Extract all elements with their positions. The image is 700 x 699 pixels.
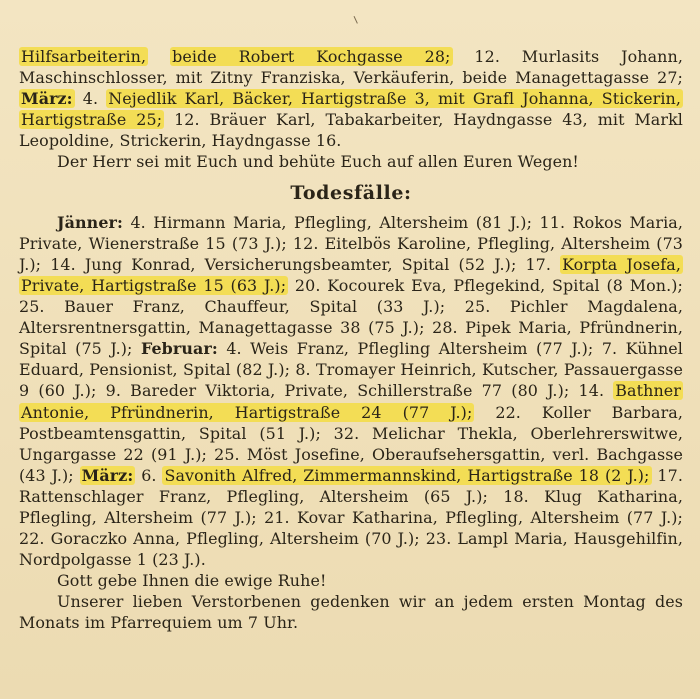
pencil-tick-mark	[354, 14, 362, 23]
text-run: 22. Koller Barbara, Postbeamtensgattin, Spital (51 J.); 32. Melichar Thekla, Oberlehrerswitwe, Ungargasse 22 (91 J.); 25. Möst Josefine, Oberaufsehersgattin, verl. Bachgasse (43 J.);	[19, 402, 683, 485]
text-run: 4. Weis Franz, Pflegling Altersheim (77 J.); 7. Kühnel Eduard, Pensionist, Spital (82 J.); 8. Tromayer Heinrich, Kutscher, Passauergasse 9 (60 J.); 9. Bareder Viktoria, Private, Schillerstraße 77 (80 J.); 14.	[19, 339, 683, 401]
highlighted-text: März:	[21, 89, 73, 109]
text-run	[148, 47, 170, 66]
text-run: 17. Rattenschlager Franz, Pflegling, Altersheim (65 J.); 18. Klug Katharina, Pflegling, Altersheim (77 J.); 21. Kovar Katharina, Pflegling, Altersheim (77 J.); 22. Goraczko Anna, Pflegling, Altersheim (70 J.); 23. Lampl Maria, Hausgehilfin, Nordpolgasse 1 (23 J.).	[19, 465, 683, 570]
page-text	[19, 46, 683, 634]
marriages-continued-paragraph	[19, 46, 683, 151]
highlighted-text: beide Robert Kochgasse 28;	[172, 47, 451, 66]
text-run: 6.	[135, 465, 163, 485]
highlighted-text: Savonith Alfred, Zimmermannskind, Hartigstraße 18 (2 J.);	[164, 465, 650, 485]
highlighted-text: Bathner Antonie, Pfründnerin, Hartigstraße 24 (77 J.);	[21, 381, 681, 422]
deaths-paragraph	[19, 212, 683, 571]
text-run: 20. Kocourek Eva, Pflegekind, Spital (8 Mon.); 25. Bauer Franz, Chauffeur, Spital (33 J.); 25. Pichler Magdalena, Altersrentnersgattin, Managettagasse 38 (75 J.); 28. Pipek Maria, Pfründnerin, Spital (75 J.);	[19, 275, 683, 359]
text-run: 12. Bräuer Karl, Tabakarbeiter, Haydngasse 43, mit Markl Leopoldine, Strickerin, Haydngasse 16.	[19, 110, 683, 151]
blessing-line-1: Der Herr sei mit Euch und behüte Euch auf allen Euren Wegen!	[57, 152, 579, 172]
highlighted-text: Nejedlik Karl, Bäcker, Hartigstraße 3, mit Grafl Johanna, Stickerin, Hartigstraße 25;	[21, 89, 681, 130]
text-run: Jänner:	[57, 212, 123, 232]
blessing-line-2: Gott gebe Ihnen die ewige Ruhe!	[57, 571, 327, 591]
text-run: 4. Hirmann Maria, Pflegling, Altersheim (81 J.); 11. Rokos Maria, Private, Wienerstraße 15 (73 J.); 12. Eitelbös Karoline, Pflegling, Altersheim (73 J.); 14. Jung Konrad, Versicherungsbeamter, Spital (52 J.); 17.	[19, 212, 683, 274]
highlighted-text: Korpta Josefa, Private, Hartigstraße 15 (63 J.);	[21, 254, 681, 295]
highlighted-text: Hilfsarbeiterin,	[21, 47, 147, 66]
highlighted-text: März:	[81, 465, 134, 485]
text-run: Februar:	[140, 339, 218, 359]
text-run: 4.	[74, 89, 107, 109]
closing-paragraph: Unserer lieben Verstorbenen gedenken wir an jedem ersten Montag des Monats im Pfarrequiem um 7 Uhr.	[19, 592, 683, 633]
section-heading-deaths: Todesfälle:	[290, 181, 412, 204]
text-run: 12. Murlasits Johann, Maschinschlosser, mit Zitny Franziska, Verkäuferin, beide Managettagasse 27;	[19, 47, 683, 88]
